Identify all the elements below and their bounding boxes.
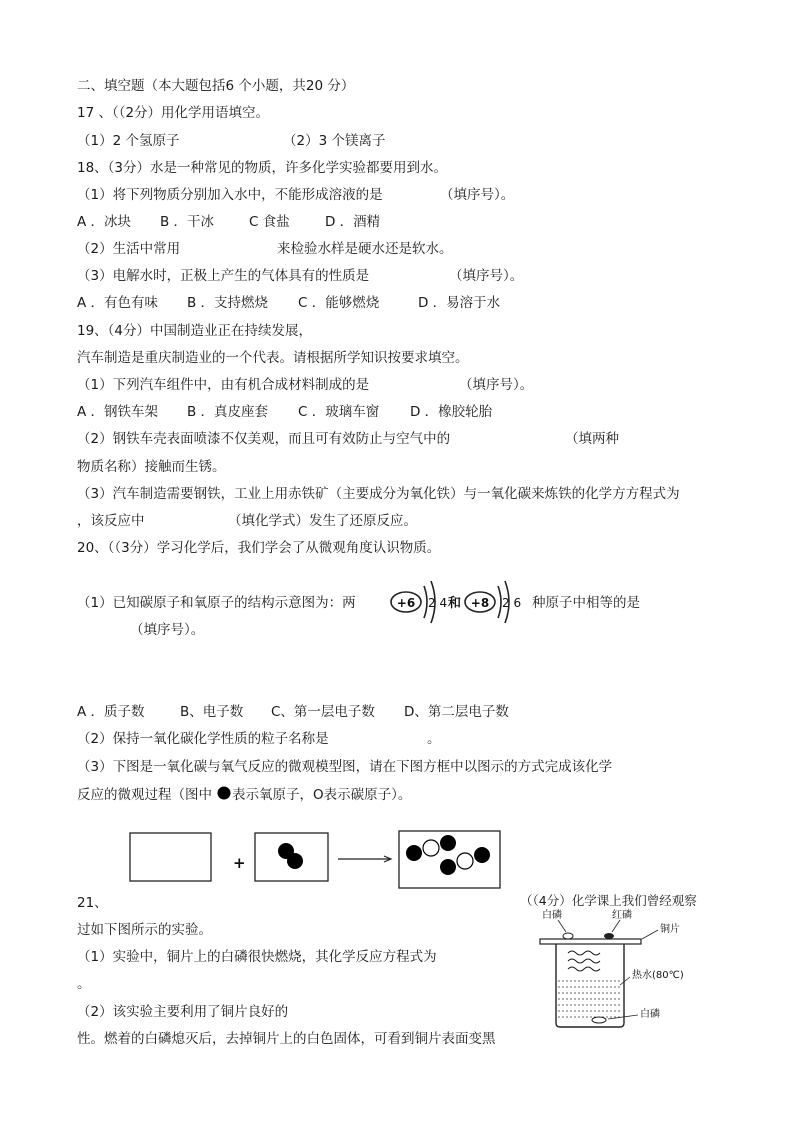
q18-part3-tail: （填序号）。 [449, 268, 524, 284]
q18-part2: （2）生活中常用 [77, 241, 181, 257]
q20-option-b: B、电子数 [180, 704, 244, 720]
q19-stem2: 汽车制造是重庆制造业的一个代表。请根据所学知识按要求填空。 [77, 350, 469, 366]
carbon-electron-shells: 2 4 [428, 596, 448, 610]
q19-part2: （2）钢铁车壳表面喷漆不仅美观，而且可有效防止与空气中的 [77, 431, 451, 447]
reaction-model-diagram [128, 828, 508, 892]
q20-part3-line2b: 表示氧原子，O表示碳原子）。 [232, 787, 412, 803]
q19-part2-line2: 物质名称）接触而生锈。 [77, 459, 226, 475]
oxygen-atom-legend-icon [217, 785, 231, 801]
q18-option-a: A ．冰块 [77, 214, 132, 230]
atom-structure-diagram [386, 572, 526, 632]
white-phosphorus-in-water [592, 1017, 606, 1023]
q18-stem: 18、（3分）水是一种常见的物质，许多化学实验都要用到水。 [77, 160, 448, 176]
section-title: 二、填空题（本大题包括6 个小题，共20 分） [77, 78, 355, 94]
red-phosphorus-on-copper [604, 933, 614, 939]
q21-part1-line2: 。 [77, 976, 91, 992]
q18-option-c: C 食盐 [249, 214, 290, 230]
q17-stem: 17 、（（2分）用化学用语填空。 [77, 105, 270, 121]
label-red-phosphorus: 红磷 [612, 910, 632, 921]
plus-sign: + [233, 854, 246, 872]
phosphorus-experiment-figure [528, 905, 718, 1030]
q21-number: 21、 [77, 895, 108, 911]
q20-option-c: C、第一层电子数 [271, 704, 375, 720]
label-copper-sheet: 铜片 [660, 924, 680, 935]
q18-part1: （1）将下列物质分别加入水中，不能形成溶液的是 [77, 187, 383, 203]
q18-option-b: B ．干冰 [160, 214, 215, 230]
co2-molecule-1 [406, 835, 456, 861]
q20-stem: 20、（（3分）学习化学后，我们学会了从微观角度认识物质。 [77, 540, 441, 556]
copper-sheet [540, 939, 641, 944]
q19-part3-line2-tail: （填化学式）发生了还原反应。 [228, 513, 417, 529]
q19-option-b: B ．真皮座套 [187, 404, 269, 420]
q20-part1-tail: 种原子中相等的是 [532, 595, 640, 611]
atom-join-word: 和 [448, 596, 462, 611]
q17-part2: （2）3 个镁离子 [283, 133, 386, 149]
label-white-phosphorus-bottom: 白磷 [640, 1009, 660, 1020]
oxygen-nucleus-charge: +8 [470, 596, 490, 610]
q20-part1: （1）已知碳原子和氧原子的结构示意图为：两 [77, 595, 356, 611]
q18-p3-option-d: D ．易溶于水 [418, 295, 501, 311]
q20-part3: （3）下图是一氧化碳与氧气反应的微观模型图，请在下图方框中以图示的方式完成该化学 [77, 759, 613, 775]
q19-part2-tail: （填两种 [565, 431, 619, 447]
q20-option-a: A ．质子数 [77, 704, 145, 720]
q18-part1-tail: （填序号）。 [440, 187, 515, 203]
oxygen-atom-diagram [465, 581, 521, 623]
oxygen-electron-shells: 2 6 [502, 596, 522, 610]
label-hot-water: 热水(80℃) [632, 970, 684, 981]
q21-stem2: 过如下图所示的实验。 [77, 922, 212, 938]
q18-p3-option-a: A ．有色有味 [77, 295, 159, 311]
q19-stem: 19、（4分）中国制造业正在持续发展， [77, 323, 313, 339]
q19-part3: （3）汽车制造需要钢铁，工业上用赤铁矿（主要成分为氧化铁）与一氧化碳来炼铁的化学方方程式为 [77, 486, 680, 502]
q21-part1: （1）实验中，铜片上的白磷很快燃烧，其化学反应方程式为 [77, 949, 437, 965]
q19-part3-line2: ，该反应中 [77, 513, 145, 529]
q20-part3-line2a: 反应的微观过程（图中 [77, 787, 212, 803]
carbon-atom-diagram [391, 581, 447, 623]
carbon-nucleus-charge: +6 [396, 596, 416, 610]
hot-water [558, 981, 622, 1017]
q21-part2: （2）该实验主要利用了铜片良好的 [77, 1004, 289, 1020]
q18-p3-option-b: B ．支持燃烧 [187, 295, 269, 311]
q19-part1: （1）下列汽车组件中，由有机合成材料制成的是 [77, 377, 370, 393]
oxygen-molecule [278, 843, 303, 869]
q17-part1: （1）2 个氢原子 [77, 133, 180, 149]
empty-answer-box [130, 833, 211, 881]
q18-part3: （3）电解水时，正极上产生的气体具有的性质是 [77, 268, 370, 284]
q18-p3-option-c: C ．能够燃烧 [298, 295, 380, 311]
q19-part1-tail: （填序号）。 [459, 377, 534, 393]
q20-part2-tail: 。 [427, 731, 441, 747]
co2-molecule-2 [440, 847, 490, 875]
q18-part2-tail: 来检验水样是硬水还是软水。 [277, 241, 453, 257]
q19-option-a: A ．钢铁车架 [77, 404, 159, 420]
q19-option-c: C ．玻璃车窗 [298, 404, 380, 420]
q19-option-d: D ．橡胶轮胎 [410, 404, 493, 420]
q18-option-d: D ．酒精 [325, 214, 381, 230]
white-phosphorus-on-copper [563, 933, 573, 939]
q21-part2-line2: 性。燃着的白磷熄灭后，去掉铜片上的白色固体，可看到铜片表面变黑 [77, 1031, 496, 1047]
q20-option-d: D、第二层电子数 [404, 704, 509, 720]
q20-part2: （2）保持一氧化碳化学性质的粒子名称是 [77, 731, 329, 747]
label-white-phosphorus: 白磷 [542, 910, 562, 921]
q20-part1-line2: （填序号）。 [130, 622, 205, 638]
q21-stem-right: （（4分）化学课上我们曾经观察 [520, 893, 697, 908]
